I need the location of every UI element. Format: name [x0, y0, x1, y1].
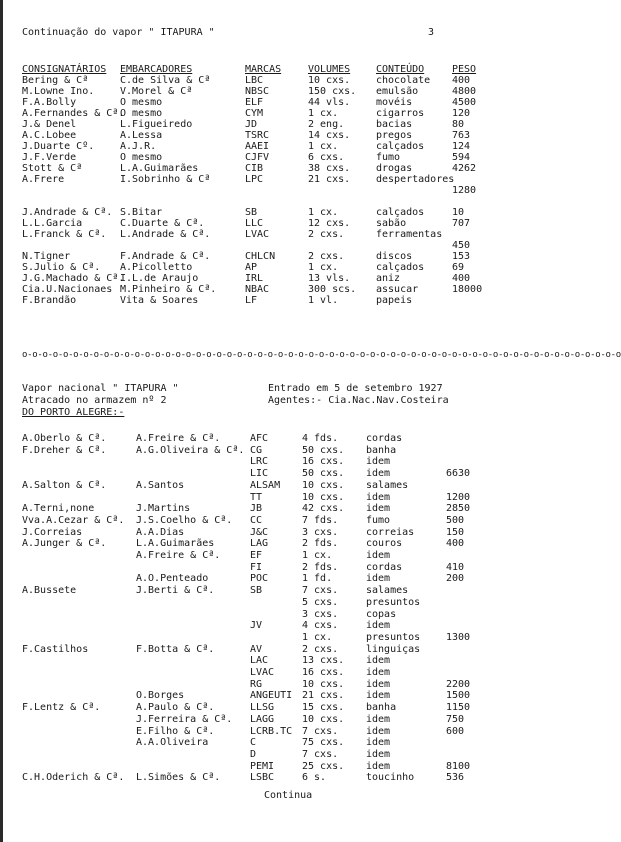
cell-contents: despertadores [376, 174, 455, 185]
cell-contents: idem [366, 655, 391, 667]
cell-weight: 500 [446, 514, 465, 526]
cell-weight: 750 [446, 713, 465, 725]
table-row [0, 597, 539, 609]
cell-marks: AP [245, 262, 258, 273]
cell-consignee: F.Brandão [22, 295, 77, 306]
cell-contents: idem [366, 468, 391, 480]
cell-volumes: 15 cxs. [302, 702, 345, 714]
cell-marks: ALSAM [250, 479, 281, 491]
cell-volumes: 1 cx. [308, 141, 339, 152]
agents-info: Agentes:- Cia.Nac.Nav.Costeira [268, 395, 449, 406]
cell-weight: 400 [452, 273, 471, 284]
table-row [0, 726, 539, 738]
cell-contents: aniz [376, 273, 401, 284]
cell-shipper: L.Simões & Cª. [136, 772, 221, 784]
cell-marks: CC [250, 514, 263, 526]
cell-contents: idem [366, 713, 391, 725]
cell-weight: 1200 [446, 491, 471, 503]
cell-volumes: 2 fds. [302, 538, 339, 550]
cell-marks: LVAC [245, 229, 270, 240]
cell-marks: CIB [245, 163, 264, 174]
cell-volumes: 7 fds. [302, 514, 339, 526]
cell-volumes: 7 cxs. [302, 725, 339, 737]
cell-volumes: 12 cxs. [308, 218, 351, 229]
cell-weight: 8100 [446, 760, 471, 772]
cell-marks: NBSC [245, 86, 270, 97]
cell-volumes: 300 scs. [308, 284, 357, 295]
cell-volumes: 2 cxs. [308, 251, 345, 262]
cell-volumes: 42 cxs. [302, 503, 345, 515]
cell-weight: 1500 [446, 690, 471, 702]
cell-shipper: O.Borges [136, 690, 185, 702]
cell-contents: copas [366, 608, 397, 620]
cell-shipper: O mesmo [120, 152, 163, 163]
table-row [0, 515, 539, 527]
cell-contents: cordas [366, 561, 403, 573]
cell-contents: idem [366, 678, 391, 690]
cell-contents: idem [366, 573, 391, 585]
cell-weight: 410 [446, 561, 465, 573]
cell-shipper: A.Paulo & Cª. [136, 702, 215, 714]
section2-header-line-3 [0, 407, 539, 419]
cell-marks: SB [245, 207, 258, 218]
cell-consignee: Cia.U.Nacionaes [22, 284, 113, 295]
cell-weight: 4800 [452, 86, 477, 97]
cell-marks: POC [250, 573, 269, 585]
cell-shipper: O mesmo [120, 108, 163, 119]
cell-marks: FI [250, 561, 263, 573]
table-row [0, 761, 539, 773]
cell-marks: TSRC [245, 130, 270, 141]
cell-shipper: C.de Silva & Cª [120, 75, 211, 86]
cell-weight: 600 [446, 725, 465, 737]
cell-consignee: J.Correias [22, 526, 83, 538]
table-row [0, 295, 539, 307]
cell-consignee: J.& Denel [22, 119, 77, 130]
cell-consignee: A.Oberlo & Cª. [22, 433, 107, 444]
cell-shipper: Vita & Soares [120, 295, 199, 306]
cell-weight: 80 [452, 119, 465, 130]
cell-shipper: A.J.R. [120, 141, 157, 152]
port-of-origin: DO PORTO ALEGRE:- [22, 407, 125, 418]
cell-contents: cordas [366, 433, 403, 444]
cell-weight: 4500 [452, 97, 477, 108]
cell-volumes: 1 cx. [308, 108, 339, 119]
table-row [0, 503, 539, 515]
cell-contents: idem [366, 620, 391, 632]
cell-volumes: 4 cxs. [302, 620, 339, 632]
cell-weight: 400 [446, 538, 465, 550]
cell-shipper: A.G.Oliveira & Cª. [136, 444, 245, 456]
cell-shipper: I.Sobrinho & Cª [120, 174, 211, 185]
cell-shipper: A.Picolletto [120, 262, 193, 273]
cell-contents: discos [376, 251, 413, 262]
cell-shipper: F.Botta & Cª. [136, 643, 215, 655]
cell-shipper: A.Freire & Cª. [136, 550, 221, 561]
cell-marks: J&C [250, 526, 269, 538]
cell-contents: pregos [376, 130, 413, 141]
cell-volumes: 1 cx. [308, 262, 339, 273]
cell-contents: linguiças [366, 643, 421, 655]
cell-contents: presuntos [366, 631, 421, 643]
cell-weight: 153 [452, 251, 471, 262]
cell-volumes: 6 s. [302, 772, 327, 784]
cell-consignee: Bering & Cª [22, 75, 89, 86]
cell-contents: toucinho [366, 772, 415, 784]
cell-contents: idem [366, 760, 391, 772]
cell-weight: 536 [446, 772, 465, 784]
cell-volumes: 1 fd. [302, 573, 333, 585]
table-row [0, 573, 539, 585]
cell-shipper: S.Bitar [120, 207, 163, 218]
table-row [0, 445, 539, 457]
table-row [0, 538, 539, 550]
table-row [0, 620, 539, 632]
col-header-weight: PESO [452, 64, 477, 75]
cell-weight: 2200 [446, 678, 471, 690]
cell-marks: LPC [245, 174, 264, 185]
cell-consignee: S.Julio & Cª. [22, 262, 101, 273]
table-row [0, 456, 539, 468]
table-row [0, 609, 539, 621]
cell-marks: LAGG [250, 713, 275, 725]
cell-shipper: J.Martins [136, 503, 191, 515]
page-title: Continuação do vapor " ITAPURA " [22, 27, 215, 38]
cell-shipper: J.Ferreira & Cª. [136, 713, 233, 725]
cell-weight: 707 [452, 218, 471, 229]
cell-weight: 2850 [446, 503, 471, 515]
cell-shipper: C.Duarte & Cª. [120, 218, 205, 229]
cell-contents: idem [366, 667, 391, 678]
cell-weight: 1280 [452, 185, 477, 196]
cell-marks: CYM [245, 108, 264, 119]
cell-contents: calçados [376, 141, 425, 152]
cell-contents: couros [366, 538, 403, 550]
cell-contents: bacias [376, 119, 413, 130]
cell-contents: salames [366, 585, 409, 597]
cell-marks: JV [250, 620, 263, 632]
cell-shipper: J.S.Coelho & Cª. [136, 514, 233, 526]
cell-weight: 200 [446, 573, 465, 585]
cell-contents: idem [366, 503, 391, 515]
cell-volumes: 13 vls. [308, 273, 351, 284]
berth-info: Atracado no armazem nº 2 [22, 395, 167, 406]
cell-marks: JB [250, 503, 263, 515]
cell-contents: presuntos [366, 596, 421, 608]
cell-consignee: A.Frere [22, 174, 65, 185]
cell-marks: RG [250, 678, 263, 690]
cell-marks: LIC [250, 468, 269, 480]
cell-contents: ferramentas [376, 229, 443, 240]
cell-marks: JD [245, 119, 258, 130]
cell-marks: LAC [250, 655, 269, 667]
cell-volumes: 10 cxs. [302, 479, 345, 491]
cell-marks: LBC [245, 75, 264, 86]
cell-contents: idem [366, 748, 391, 760]
cell-marks: AAEI [245, 141, 270, 152]
cell-contents: fumo [366, 514, 391, 526]
cell-weight: 400 [452, 75, 471, 86]
cell-weight: 4262 [452, 163, 477, 174]
cell-shipper: F.Andrade & Cª. [120, 251, 211, 262]
cell-marks: AFC [250, 433, 269, 444]
cell-weight: 120 [452, 108, 471, 119]
col-header-marks: MARCAS [245, 64, 282, 75]
cell-volumes: 2 fds. [302, 561, 339, 573]
cell-consignee: Vva.A.Cezar & Cª. [22, 514, 125, 526]
cell-marks: IRL [245, 273, 264, 284]
cell-contents: chocolate [376, 75, 431, 86]
header-line [0, 27, 539, 39]
cell-consignee: Stott & Cª [22, 163, 83, 174]
cell-contents: idem [366, 456, 391, 468]
table-row [0, 679, 539, 691]
cell-shipper: V.Morel & Cª [120, 86, 193, 97]
cell-marks: LLSG [250, 702, 275, 714]
table-row [0, 585, 539, 597]
cell-marks: SB [250, 585, 263, 597]
cell-volumes: 7 cxs. [302, 748, 339, 760]
cell-marks: LVAC [250, 667, 275, 678]
cell-volumes: 2 cxs. [308, 229, 345, 240]
cell-volumes: 16 cxs. [302, 456, 345, 468]
cell-shipper: A.O.Penteado [136, 573, 209, 585]
cell-shipper: L.Andrade & Cª. [120, 229, 211, 240]
cell-volumes: 1 cx. [302, 631, 333, 643]
cell-volumes: 3 cxs. [302, 526, 339, 538]
cell-marks: EF [250, 550, 263, 561]
table-row [0, 644, 539, 656]
cell-contents: idem [366, 690, 391, 702]
cell-volumes: 44 vls. [308, 97, 351, 108]
table-row [0, 737, 539, 749]
cell-volumes: 4 fds. [302, 433, 339, 444]
cell-contents: idem [366, 725, 391, 737]
cell-consignee: A.Fernandes & Cª. [22, 108, 125, 119]
cell-consignee: J.F.Verde [22, 152, 77, 163]
footer-line [0, 790, 539, 802]
cell-volumes: 10 cxs. [302, 678, 345, 690]
cell-volumes: 38 cxs. [308, 163, 351, 174]
cell-volumes: 5 cxs. [302, 596, 339, 608]
cell-consignee: C.H.Oderich & Cª. [22, 772, 125, 784]
cell-volumes: 75 cxs. [302, 737, 345, 749]
cell-volumes: 50 cxs. [302, 444, 345, 456]
cell-consignee: F.A.Bolly [22, 97, 77, 108]
cell-shipper: E.Filho & Cª. [136, 725, 215, 737]
col-header-ship-to: CONSIGNATÁRIOS [22, 64, 107, 75]
col-header-shipper: EMBARCADORES [120, 64, 193, 75]
table-row [0, 655, 539, 667]
cell-marks: AV [250, 643, 263, 655]
cell-volumes: 10 cxs. [302, 491, 345, 503]
cell-contents: idem [366, 737, 391, 749]
cell-volumes: 1 vl. [308, 295, 339, 306]
table-row [0, 527, 539, 539]
cell-consignee: A.Terni,none [22, 503, 95, 515]
cell-marks: TT [250, 491, 263, 503]
cell-contents: assucar [376, 284, 419, 295]
cell-marks: CG [250, 444, 263, 456]
cell-consignee: J.Andrade & Cª. [22, 207, 113, 218]
cell-weight: 1300 [446, 631, 471, 643]
cell-shipper: A.Santos [136, 479, 185, 491]
cell-marks: LSBC [250, 772, 275, 784]
cell-shipper: J.Berti & Cª. [136, 585, 215, 597]
table-row [0, 690, 539, 702]
cell-volumes: 21 cxs. [302, 690, 345, 702]
cell-consignee: N.Tigner [22, 251, 71, 262]
cell-volumes: 13 cxs. [302, 655, 345, 667]
cell-marks: LLC [245, 218, 264, 229]
cell-contents: calçados [376, 262, 425, 273]
cell-shipper: A.A.Dias [136, 526, 185, 538]
cell-shipper: I.L.de Araujo [120, 273, 199, 284]
table-row [0, 550, 539, 562]
table-row [0, 632, 539, 644]
section2-header-line-1 [0, 383, 539, 395]
table-row [0, 772, 539, 784]
cell-volumes: 1 cx. [302, 550, 333, 561]
cell-marks: C [250, 737, 257, 749]
cell-contents: idem [366, 550, 391, 561]
cell-consignee: J.Duarte Cº. [22, 141, 95, 152]
cell-volumes: 150 cxs. [308, 86, 357, 97]
cell-marks: LF [245, 295, 258, 306]
table-row [0, 492, 539, 504]
table-row [0, 468, 539, 480]
table-row [0, 433, 539, 445]
cell-weight: 6630 [446, 468, 471, 480]
cell-contents: correias [366, 526, 415, 538]
vessel-name: Vapor nacional " ITAPURA " [22, 383, 179, 394]
cell-weight: 10 [452, 207, 465, 218]
cell-marks: LRC [250, 456, 269, 468]
cell-weight: 18000 [452, 284, 483, 295]
section2-header-line-2 [0, 395, 539, 407]
table-row [0, 562, 539, 574]
cell-marks: LAG [250, 538, 269, 550]
cell-volumes: 14 cxs. [308, 130, 351, 141]
table-row [0, 714, 539, 726]
table-row [0, 480, 539, 492]
cell-contents: papeis [376, 295, 413, 306]
cell-consignee: F.Dreher & Cª. [22, 444, 107, 456]
cell-weight: 150 [446, 526, 465, 538]
cell-contents: banha [366, 444, 397, 456]
table-row [0, 749, 539, 761]
cell-consignee: F.Lentz & Cª. [22, 702, 101, 714]
cell-marks: D [250, 748, 257, 760]
table-row [0, 667, 539, 679]
cell-volumes: 3 cxs. [302, 608, 339, 620]
cell-weight: 763 [452, 130, 471, 141]
cell-consignee: F.Castilhos [22, 643, 89, 655]
cell-consignee: A.Junger & Cª. [22, 538, 107, 550]
cell-contents: sabão [376, 218, 407, 229]
cell-consignee: L.Franck & Cª. [22, 229, 107, 240]
cell-volumes: 25 cxs. [302, 760, 345, 772]
cell-marks: ANGEUTI [250, 690, 293, 702]
cell-shipper: L.Figueiredo [120, 119, 193, 130]
cell-volumes: 50 cxs. [302, 468, 345, 480]
cell-volumes: 1 cx. [308, 207, 339, 218]
cell-volumes: 7 cxs. [302, 585, 339, 597]
cell-marks: CJFV [245, 152, 270, 163]
cell-contents: emulsão [376, 86, 419, 97]
cell-weight: 69 [452, 262, 465, 273]
col-header-contents: CONTEÚDO [376, 64, 425, 75]
cell-marks: NBAC [245, 284, 270, 295]
cell-weight: 1150 [446, 702, 471, 714]
cell-shipper: M.Pinheiro & Cª. [120, 284, 217, 295]
cell-volumes: 2 eng. [308, 119, 345, 130]
cell-marks: LCRB.TC [250, 725, 293, 737]
cell-contents: banha [366, 702, 397, 714]
cell-volumes: 6 cxs. [308, 152, 345, 163]
cell-weight: 124 [452, 141, 471, 152]
cell-contents: cigarros [376, 108, 425, 119]
cell-contents: salames [366, 479, 409, 491]
cell-marks: ELF [245, 97, 264, 108]
cell-weight: 594 [452, 152, 471, 163]
cell-volumes: 10 cxs. [308, 75, 351, 86]
cell-contents: calçados [376, 207, 425, 218]
cell-volumes: 10 cxs. [302, 713, 345, 725]
cell-contents: fumo [376, 152, 401, 163]
table-row [0, 702, 539, 714]
page-number: 3 [428, 27, 435, 38]
cell-volumes: 21 cxs. [308, 174, 351, 185]
cell-marks: PEMI [250, 760, 275, 772]
continued-note: Continua [264, 790, 313, 801]
cell-contents: drogas [376, 163, 413, 174]
cell-volumes: 16 cxs. [302, 667, 345, 678]
cell-marks: CHLCN [245, 251, 276, 262]
cell-contents: movéis [376, 97, 413, 108]
cell-volumes: 2 cxs. [302, 643, 339, 655]
cell-weight: 450 [452, 240, 471, 251]
cell-shipper: A.Freire & Cª. [136, 433, 221, 444]
cell-shipper: L.A.Guimarães [120, 163, 199, 174]
cell-shipper: O mesmo [120, 97, 163, 108]
cell-consignee: J.G.Machado & Cª. [22, 273, 125, 284]
cell-shipper: A.Lessa [120, 130, 163, 141]
cell-contents: idem [366, 491, 391, 503]
cell-consignee: L.L.Garcia [22, 218, 83, 229]
cell-shipper: L.A.Guimarães [136, 538, 215, 550]
cell-consignee: A.C.Lobee [22, 130, 77, 141]
section-separator: o-o-o-o-o-o-o-o-o-o-o-o-o-o-o-o-o-o-o-o-o-o-o-o-o-o-o-o-o-o-o-o-o-o-o-o-o-o-o-o-o-o-o-o-o-o-o-o-o-o-o-o-o-o-o-o-o-o-o [22, 350, 621, 360]
cell-shipper: A.A.Oliveira [136, 737, 209, 749]
cell-consignee: A.Bussete [22, 585, 77, 597]
arrival-date: Entrado em 5 de setembro 1927 [268, 383, 443, 394]
col-header-volumes: VOLUMES [308, 64, 351, 75]
cell-consignee: A.Salton & Cª. [22, 479, 107, 491]
cell-consignee: M.Lowne Ino. [22, 86, 95, 97]
